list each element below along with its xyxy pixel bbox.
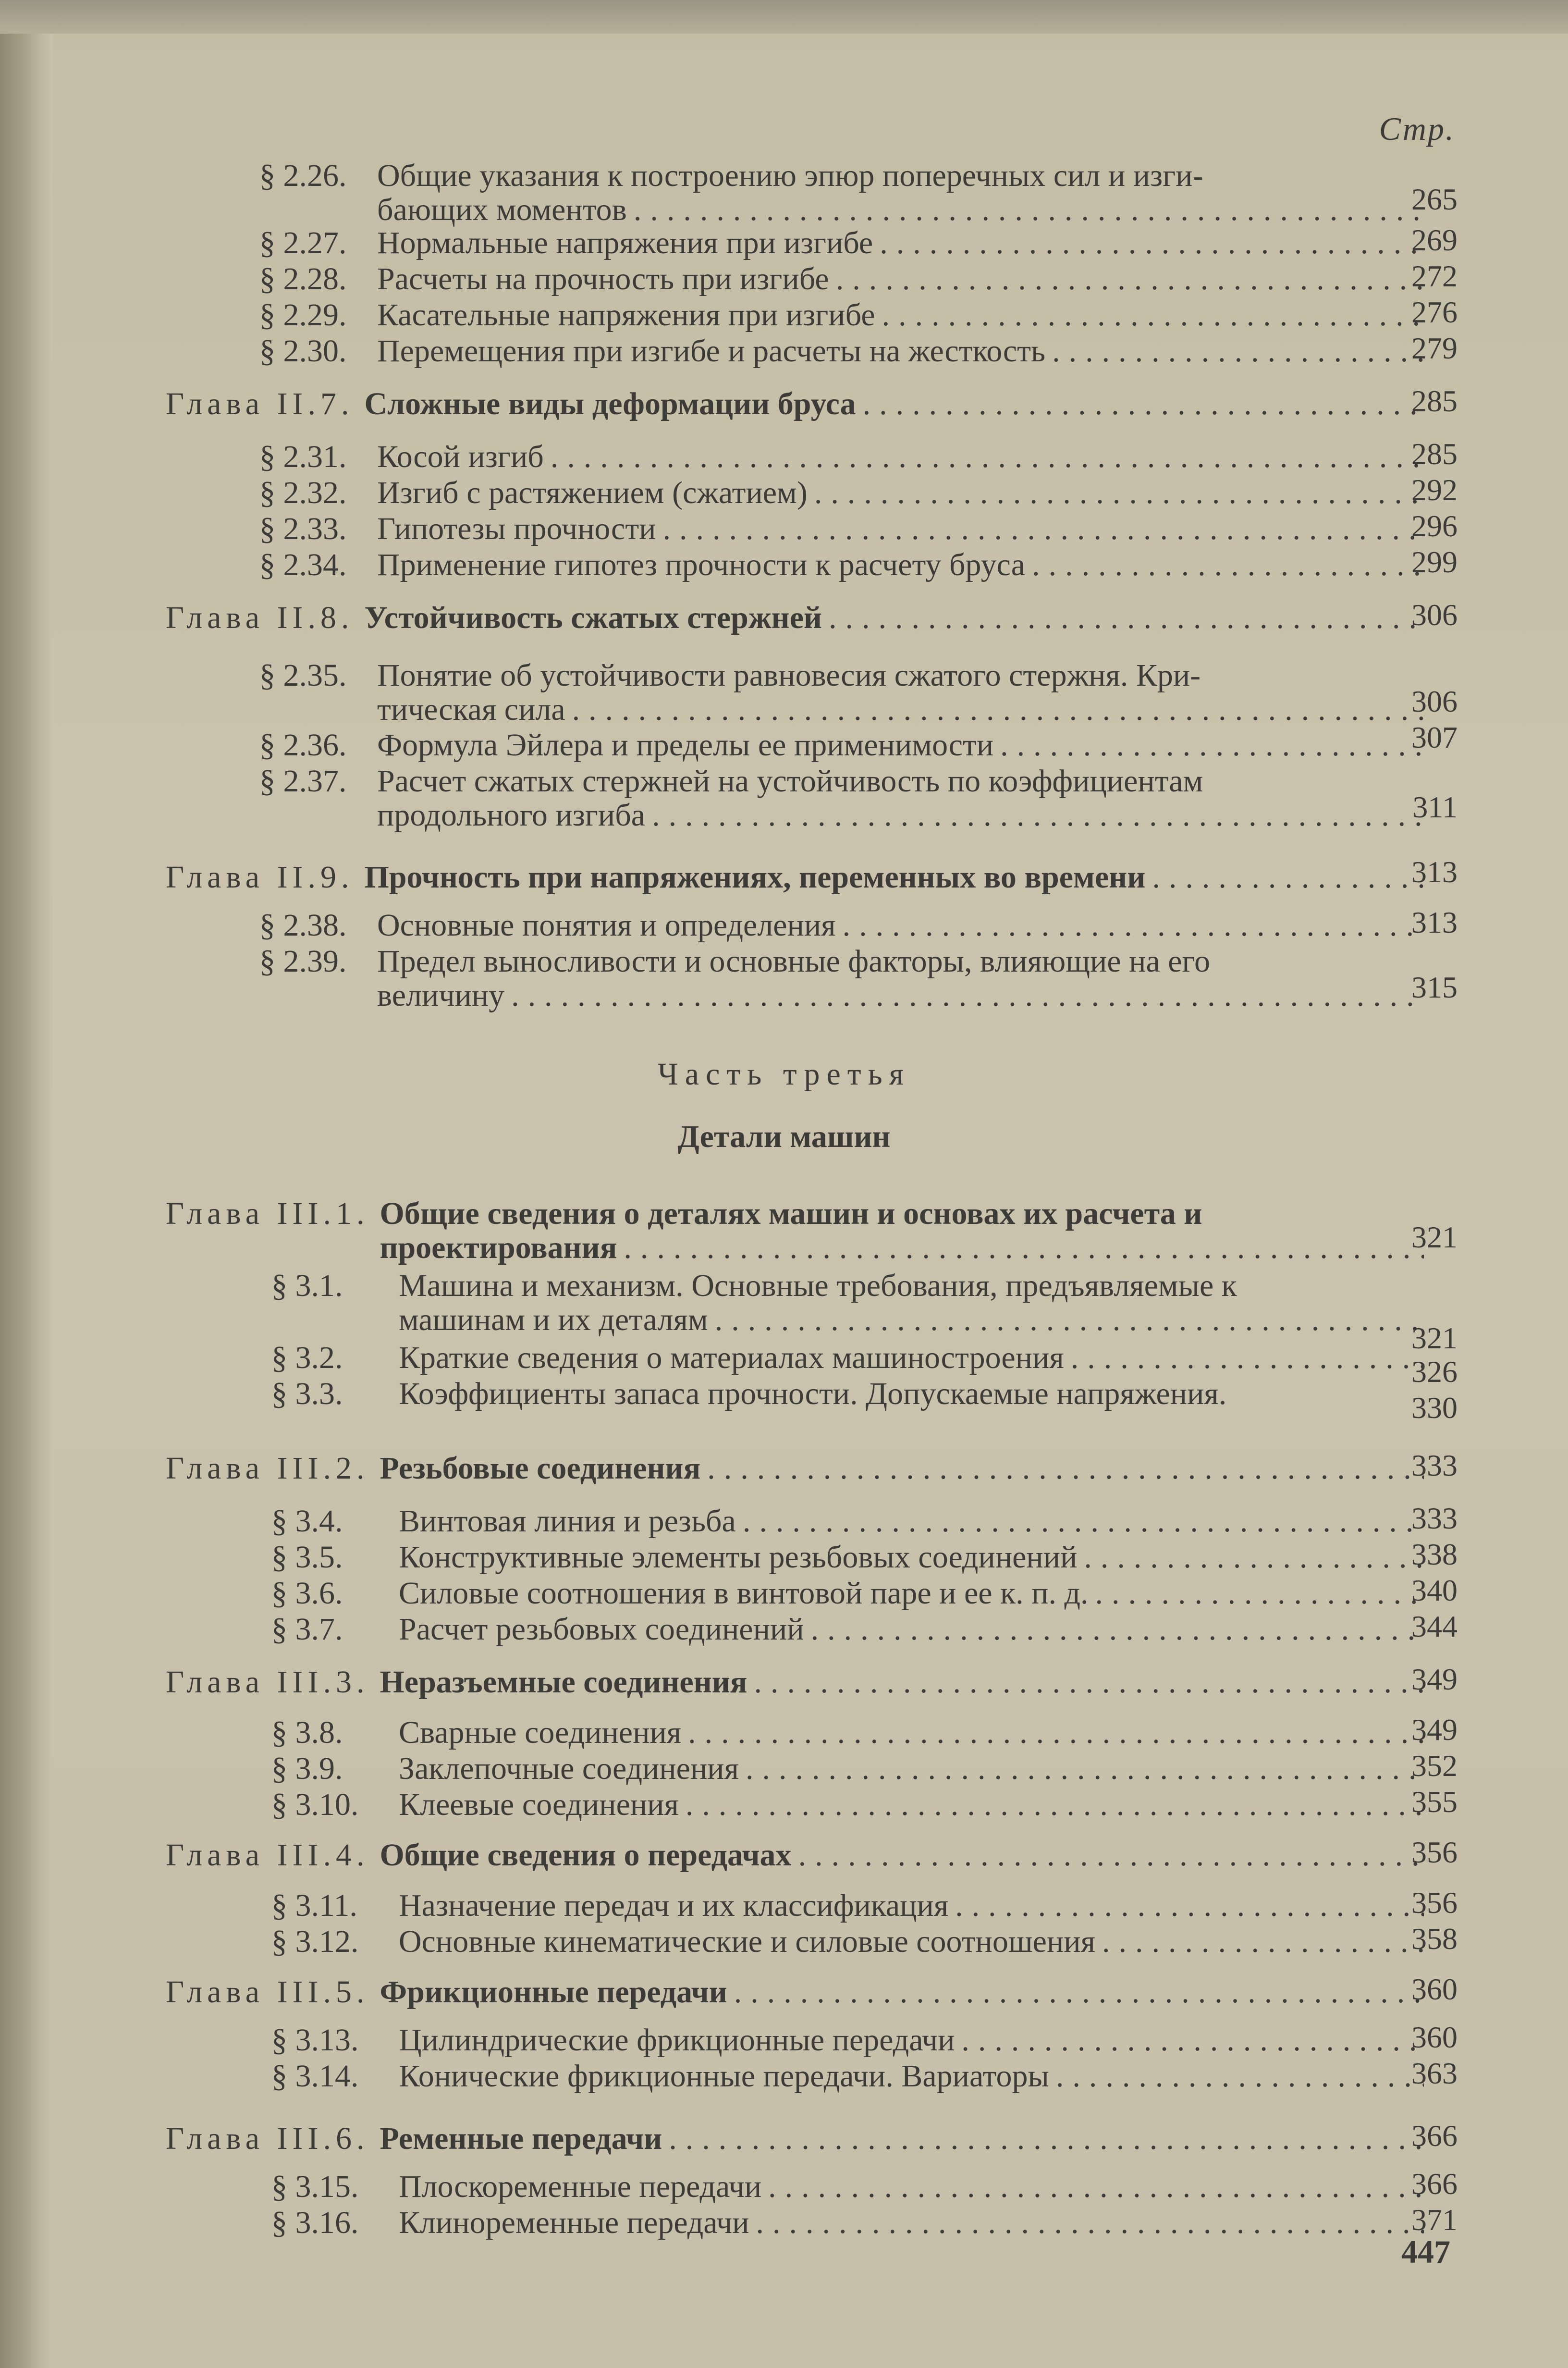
entry-title-line: Расчет сжатых стержней на устойчивость по коэффициентам: [377, 764, 1203, 799]
section-number: § 3.16.: [271, 2205, 359, 2240]
entry-title-line: Предел выносливости и основные факторы, влияющие на его: [377, 944, 1210, 979]
entry-page-number: 321: [1411, 1321, 1458, 1355]
section-entry: [259, 440, 1424, 474]
entry-title-line: Общие указания к построению эпюр поперечных сил и изги-: [377, 158, 1203, 193]
dot-leader: [572, 692, 1424, 727]
dot-leader: [811, 1612, 1424, 1646]
section-entry: [271, 1341, 1424, 1375]
entry-page-number: 311: [1412, 790, 1458, 824]
section-number: § 3.12.: [271, 1924, 359, 1959]
section-entry: [259, 262, 1424, 296]
section-number: § 2.35.: [259, 658, 347, 693]
dot-leader: [734, 1975, 1424, 2009]
chapter-number: Глава III.4.: [166, 1838, 369, 1873]
section-entry: [259, 944, 1424, 1013]
dot-leader: [663, 512, 1424, 546]
dot-leader: [836, 262, 1424, 296]
entry-title-line: Нормальные напряжения при изгибе: [377, 225, 873, 260]
section-number: § 2.33.: [259, 511, 347, 546]
chapter-number: Глава III.5.: [166, 1974, 369, 2010]
dot-leader: [624, 1231, 1424, 1265]
entry-page-number: 338: [1411, 1537, 1458, 1571]
dot-leader: [746, 1751, 1424, 1786]
entry-page-number: 330: [1411, 1391, 1458, 1425]
dot-leader: [768, 2170, 1424, 2204]
entry-title-line: Прочность при напряжениях, переменных во времени: [364, 860, 1146, 895]
chapter-number: Глава II.9.: [166, 860, 354, 895]
entry-page-number: 349: [1411, 1662, 1458, 1696]
section-number: § 3.7.: [271, 1612, 343, 1647]
section-entry: [259, 476, 1424, 510]
section-entry: [259, 764, 1424, 833]
chapter-entry: [166, 1975, 1424, 2009]
chapter-number: Глава II.7.: [166, 386, 354, 421]
section-number: § 2.30.: [259, 333, 347, 369]
entry-title-line: Фрикционные передачи: [380, 1974, 727, 2010]
entry-title-line: Расчеты на прочность при изгибе: [377, 261, 829, 296]
entry-title-line: Основные понятия и определения: [377, 908, 836, 943]
entry-title-line: Клеевые соединения: [399, 1787, 679, 1822]
dot-leader: [843, 908, 1424, 942]
section-entry: [271, 2059, 1424, 2093]
entry-page-number: 356: [1411, 1835, 1458, 1869]
section-number: § 3.14.: [271, 2059, 359, 2094]
entry-page-number: 333: [1411, 1501, 1458, 1535]
entry-title-line: Силовые соотношения в винтовой паре и ее к. п. д.: [399, 1576, 1089, 1611]
entry-page-number: 326: [1411, 1355, 1458, 1389]
section-entry: [271, 1715, 1424, 1750]
entry-title-line: Понятие об устойчивости равновесия сжатого стержня. Кри-: [377, 658, 1201, 693]
dot-leader: [634, 193, 1424, 227]
entry-page-number: 349: [1411, 1713, 1458, 1747]
dot-leader: [863, 387, 1424, 421]
section-entry: [259, 908, 1424, 942]
entry-page-number: 366: [1411, 2167, 1458, 2201]
section-number: § 2.38.: [259, 908, 347, 943]
section-number: § 2.34.: [259, 547, 347, 582]
entry-page-number: 292: [1411, 473, 1458, 507]
entry-title-line: тическая сила: [377, 692, 565, 728]
entry-title-line: Касательные напряжения при изгибе: [377, 297, 875, 333]
dot-leader: [829, 601, 1424, 635]
section-number: § 3.5.: [271, 1540, 343, 1575]
entry-title-line: Сложные виды деформации бруса: [364, 386, 856, 421]
part-label: Часть третья: [657, 1057, 911, 1092]
entry-page-number: 307: [1411, 720, 1458, 754]
section-number: § 2.27.: [259, 225, 347, 260]
section-number: § 2.28.: [259, 261, 347, 296]
entry-title-line: Применение гипотез прочности к расчету бруса: [377, 547, 1026, 582]
dot-leader: [955, 1888, 1424, 1923]
entry-title-line: Плоскоременные передачи: [399, 2169, 762, 2204]
chapter-entry: [166, 1196, 1424, 1265]
section-entry: [271, 1540, 1424, 1574]
dot-leader: [882, 298, 1424, 332]
dot-leader: [743, 1504, 1424, 1538]
entry-page-number: 355: [1411, 1785, 1458, 1819]
entry-title-line: продольного изгиба: [377, 798, 646, 833]
section-entry: [271, 1751, 1424, 1786]
section-entry: [259, 658, 1424, 727]
entry-title-line: Общие сведения о деталях машин и основах их расчета и: [380, 1196, 1202, 1231]
section-entry: [271, 1377, 1424, 1411]
dot-leader: [961, 2023, 1424, 2057]
chapter-number: Глава II.8.: [166, 600, 354, 635]
section-entry: [271, 1269, 1424, 1337]
entry-title-line: Неразъемные соединения: [380, 1665, 747, 1700]
entry-title-line: Заклепочные соединения: [399, 1751, 739, 1786]
section-number: § 2.29.: [259, 297, 347, 333]
entry-page-number: 333: [1411, 1448, 1458, 1482]
section-entry: [271, 1504, 1424, 1538]
entry-page-number: 363: [1411, 2056, 1458, 2090]
entry-title-line: Клиноременные передачи: [399, 2205, 749, 2240]
entry-title-line: Винтовая линия и резьба: [399, 1504, 736, 1539]
entry-title-line: Сварные соединения: [399, 1715, 682, 1750]
entry-title-line: бающих моментов: [377, 192, 627, 228]
entry-page-number: 296: [1411, 509, 1458, 543]
entry-title-line: Общие сведения о передачах: [380, 1838, 792, 1873]
entry-page-number: 366: [1411, 2119, 1458, 2153]
chapter-number: Глава III.6.: [166, 2121, 369, 2156]
entry-page-number: 276: [1411, 295, 1458, 329]
entry-page-number: 321: [1411, 1220, 1458, 1254]
section-entry: [271, 1576, 1424, 1610]
section-number: § 3.4.: [271, 1504, 343, 1539]
chapter-entry: [166, 1665, 1424, 1699]
entry-title-line: Перемещения при изгибе и расчеты на жесткость: [377, 333, 1046, 369]
entry-title-line: Гипотезы прочности: [377, 511, 656, 546]
section-number: § 2.31.: [259, 439, 347, 474]
dot-leader: [551, 440, 1424, 474]
entry-page-number: 306: [1411, 598, 1458, 632]
entry-page-number: 356: [1411, 1886, 1458, 1920]
section-entry: [259, 548, 1424, 582]
dot-leader: [880, 226, 1424, 260]
page-number: 447: [1401, 2233, 1450, 2270]
chapter-number: Глава III.2.: [166, 1451, 369, 1486]
entry-page-number: 371: [1411, 2203, 1458, 2237]
dot-leader: [754, 1665, 1424, 1699]
entry-title-line: Изгиб с растяжением (сжатием): [377, 475, 808, 510]
entry-title-line: Машина и механизм. Основные требования, предъявляемые к: [399, 1268, 1237, 1303]
section-entry: [259, 298, 1424, 332]
chapter-entry: [166, 1451, 1424, 1485]
entry-page-number: 285: [1411, 384, 1458, 418]
dot-leader: [1000, 728, 1424, 762]
entry-page-number: 352: [1411, 1749, 1458, 1783]
entry-title-line: Основные кинематические и силовые соотношения: [399, 1924, 1095, 1959]
section-number: § 3.1.: [271, 1268, 343, 1303]
entry-page-number: 360: [1411, 2020, 1458, 2054]
chapter-entry: [166, 860, 1424, 894]
section-number: § 3.9.: [271, 1751, 343, 1786]
section-entry: [259, 226, 1424, 260]
entry-title-line: Краткие сведения о материалах машиностроения: [399, 1340, 1064, 1375]
section-number: § 2.37.: [259, 764, 347, 799]
entry-title-line: машинам и их деталям: [399, 1302, 708, 1338]
section-number: § 3.3.: [271, 1376, 343, 1411]
section-entry: [271, 2170, 1424, 2204]
entry-title-line: Косой изгиб: [377, 439, 544, 474]
section-number: § 2.36.: [259, 728, 347, 763]
section-number: § 3.8.: [271, 1715, 343, 1750]
entry-title-line: Устойчивость сжатых стержней: [364, 600, 822, 635]
section-number: § 3.6.: [271, 1576, 343, 1611]
entry-page-number: 279: [1411, 331, 1458, 365]
section-entry: [271, 1888, 1424, 1923]
dot-leader: [669, 2121, 1424, 2156]
section-entry: [259, 159, 1424, 227]
entry-page-number: 360: [1411, 1972, 1458, 2006]
entry-page-number: 344: [1411, 1609, 1458, 1643]
entry-title-line: величину: [377, 978, 505, 1013]
chapter-entry: [166, 387, 1424, 421]
section-number: § 2.39.: [259, 944, 347, 979]
section-entry: [271, 2206, 1424, 2240]
section-entry: [259, 334, 1424, 368]
entry-title-line: Формула Эйлера и пределы ее применимости: [377, 728, 994, 763]
chapter-entry: [166, 601, 1424, 635]
dot-leader: [688, 1715, 1424, 1750]
part-title: Детали машин: [677, 1119, 891, 1154]
section-number: § 3.15.: [271, 2169, 359, 2204]
entry-page-number: 272: [1411, 259, 1458, 293]
dot-leader: [798, 1838, 1424, 1872]
section-number: § 3.11.: [271, 1888, 358, 1923]
dot-leader: [686, 1788, 1424, 1822]
section-entry: [271, 1924, 1424, 1959]
dot-leader: [652, 798, 1424, 832]
entry-page-number: 358: [1411, 1922, 1458, 1956]
dot-leader: [756, 2206, 1424, 2240]
chapter-entry: [166, 2121, 1424, 2156]
section-number: § 2.26.: [259, 158, 347, 193]
entry-page-number: 269: [1411, 223, 1458, 257]
section-number: § 3.2.: [271, 1340, 343, 1375]
section-entry: [259, 512, 1424, 546]
entry-page-number: 315: [1411, 970, 1458, 1004]
entry-page-number: 313: [1411, 855, 1458, 889]
section-entry: [259, 728, 1424, 762]
entry-title-line: Коэффициенты запаса прочности. Допускаемые напряжения.: [399, 1376, 1227, 1411]
dot-leader: [814, 476, 1424, 510]
chapter-number: Глава III.1.: [166, 1196, 369, 1231]
entry-page-number: 340: [1411, 1573, 1458, 1607]
entry-title-line: Резьбовые соединения: [380, 1451, 701, 1486]
section-entry: [271, 1612, 1424, 1646]
entry-page-number: 299: [1411, 545, 1458, 579]
entry-title-line: Цилиндрические фрикционные передачи: [399, 2023, 955, 2058]
entry-page-number: 265: [1411, 182, 1458, 216]
entry-page-number: 285: [1411, 437, 1458, 471]
section-number: § 3.10.: [271, 1787, 359, 1822]
entry-title-line: проектирования: [380, 1230, 617, 1266]
chapter-entry: [166, 1838, 1424, 1872]
entry-title-line: Расчет резьбовых соединений: [399, 1612, 804, 1647]
page-column-label: Стр.: [1379, 111, 1455, 147]
section-entry: [271, 1788, 1424, 1822]
entry-title-line: Конические фрикционные передачи. Вариаторы: [399, 2059, 1049, 2094]
section-number: § 3.13.: [271, 2023, 359, 2058]
dot-leader: [511, 978, 1424, 1012]
entry-title-line: Назначение передач и их классификация: [399, 1888, 949, 1923]
section-entry: [271, 2023, 1424, 2057]
chapter-number: Глава III.3.: [166, 1665, 369, 1700]
entry-page-number: 306: [1411, 684, 1458, 718]
dot-leader: [707, 1451, 1424, 1485]
section-number: § 2.32.: [259, 475, 347, 510]
entry-title-line: Конструктивные элементы резьбовых соединений: [399, 1540, 1078, 1575]
entry-title-line: Ременные передачи: [380, 2121, 662, 2156]
dot-leader: [715, 1303, 1424, 1337]
entry-page-number: 313: [1411, 905, 1458, 939]
